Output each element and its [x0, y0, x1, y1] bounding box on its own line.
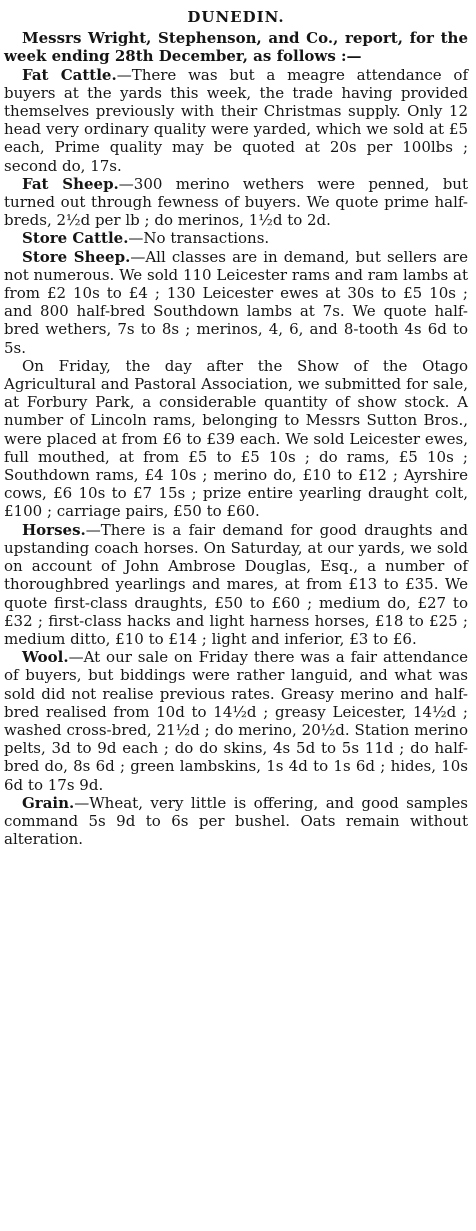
store-sheep-paragraph — [4, 248, 468, 357]
paragraph-lead: Store Cattle. — [22, 229, 129, 248]
paragraph-text: —300 merino wethers were penned, but turned out through fewness of buyers. We quote prime half-breds, 2½d per lb ; do merinos, 1½d to 2d. — [4, 174, 468, 230]
paragraph-lead: Wool. — [22, 648, 69, 667]
paragraph-text: —There was but a meagre attendance of buyers at the yards this week, the trade having provided themselves previously with their Christmas supply. Only 12 head very ordinary quality were yarded, which we sold at £5 each, Prime quality may be quoted at 20s per 100lbs ; second do, 17s. — [4, 65, 468, 175]
paragraph-lead: Store Sheep. — [22, 247, 131, 266]
paragraph-text: —All classes are in demand, but sellers are not numerous. We sold 110 Leicester rams and ram lambs at from £2 10s to £4 ; 130 Leicester ewes at 30s to £5 10s ; and 800 half-bred Southdown lambs at 7s. We quote half-bred wethers, 7s to 8s ; merinos, 4, 6, and 8-tooth 4s 6d to 5s. — [4, 247, 468, 357]
grain-paragraph — [4, 794, 468, 849]
horses-paragraph — [4, 521, 468, 648]
paragraph-text: On Friday, the day after the Show of the Otago Agricultural and Pastoral Association, we submitted for sale, at Forbury Park, a considerable quantity of show stock. A number of Lincoln rams, belonging to Messrs Sutton Bros., were placed at from £6 to £39 each. We sold Leicester ewes, full mouthed, at from £5 to £5 10s ; do rams, £5 10s ; Southdown rams, £4 10s ; merino do, £10 to £12 ; Ayrshire cows, £6 10s to £7 15s ; prize entire yearling draught colt, £100 ; carriage pairs, £50 to £60. — [4, 356, 468, 521]
paragraph-lead: Fat Sheep. — [22, 174, 119, 193]
paragraph-text: —At our sale on Friday there was a fair attendance of buyers, but biddings were rather languid, and what was sold did not realise previous rates. Greasy merino and half-bred realised from 10d to 14½d ; greasy Leicester, 14½d ; washed cross-bred, 21½d ; do merino, 20½d. Station merino pelts, 3d to 9d each ; do do skins, 4s 5d to 5s 11d ; do half-bred do, 8s 6d ; green lambskins, 1s 4d to 1s 6d ; hides, 10s 6d to 17s 9d. — [4, 648, 468, 794]
paragraph-text: —There is a fair demand for good draughts and upstanding coach horses. On Saturday, at our yards, we sold on account of John Ambrose Douglas, Esq., a number of thoroughbred yearlings and mares, at from £13 to £35. We quote first-class draughts, £50 to £60 ; medium do, £27 to £32 ; first-class hacks and light harness horses, £18 to £25 ; medium ditto, £10 to £14 ; light and inferior, £3 to £6. — [4, 520, 468, 648]
show-sale-paragraph — [4, 357, 468, 521]
paragraph-lead: Grain. — [22, 793, 75, 812]
paragraph-text: Messrs Wright, Stephenson, and Co., report, for the week ending 28th December, as follows :— — [4, 29, 468, 66]
paragraph-lead: Fat Cattle. — [22, 65, 117, 84]
wool-paragraph — [4, 648, 468, 794]
fat-sheep-paragraph — [4, 175, 468, 230]
paragraph-lead: Horses. — [22, 520, 86, 539]
fat-cattle-paragraph — [4, 66, 468, 175]
intro-paragraph — [4, 29, 468, 65]
paragraph-text: —No transactions. — [128, 229, 270, 248]
headline: DUNEDIN. — [187, 8, 285, 26]
paragraph-text: —Wheat, very little is offering, and good samples command 5s 9d to 6s per bushel. Oats remain without alteration. — [4, 793, 468, 849]
store-cattle-paragraph — [4, 229, 468, 247]
